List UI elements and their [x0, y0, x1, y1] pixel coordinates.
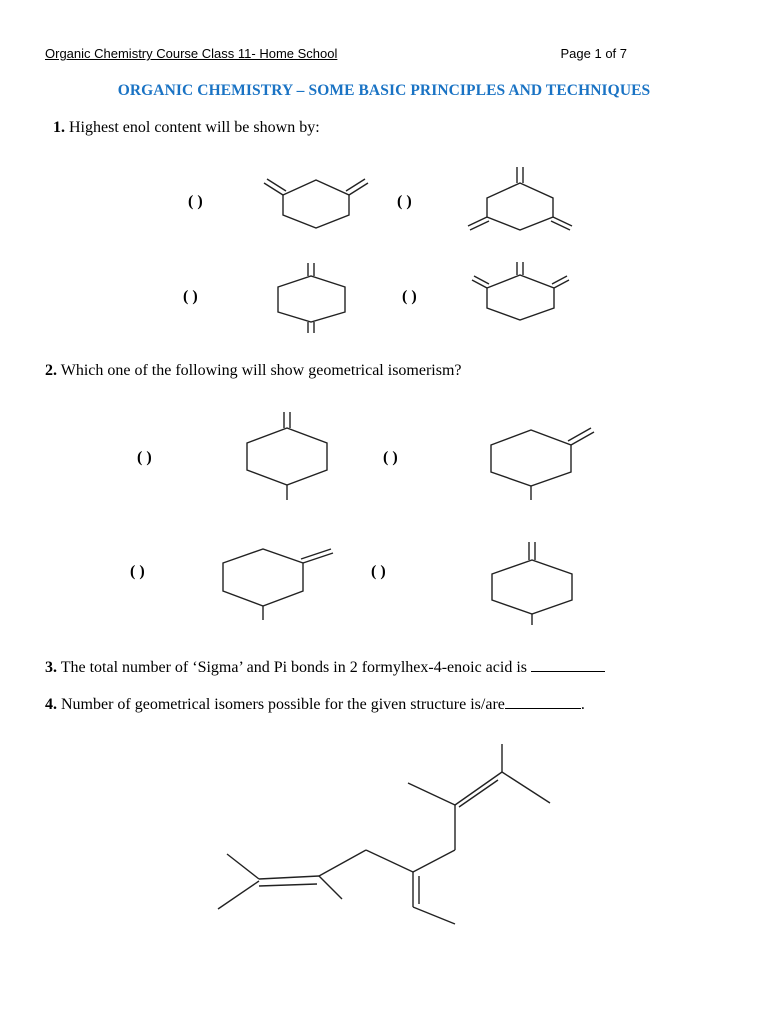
option-marker[interactable]: ( )	[383, 449, 398, 466]
option-marker[interactable]: ( )	[402, 288, 417, 305]
question-text: The total number of ‘Sigma’ and Pi bonds in 2 formylhex-4-enoic acid is	[60, 659, 527, 676]
option-marker[interactable]: ( )	[188, 193, 203, 210]
option-marker[interactable]: ( )	[137, 449, 152, 466]
option-marker[interactable]: ( )	[397, 193, 412, 210]
question-text: Number of geometrical isomers possible for the given structure is/are	[61, 696, 505, 713]
document-title: ORGANIC CHEMISTRY – SOME BASIC PRINCIPLES AND TECHNIQUES	[117, 82, 651, 99]
option-marker[interactable]: ( )	[130, 563, 145, 580]
option-marker[interactable]: ( )	[371, 563, 386, 580]
question-number: 2.	[45, 362, 57, 379]
question-number: 4.	[45, 696, 57, 713]
option-marker[interactable]: ( )	[183, 288, 198, 305]
question-text: Which one of the following will show geometrical isomerism?	[60, 362, 462, 379]
page-number: Page 1 of 7	[560, 46, 627, 61]
question-suffix: .	[580, 696, 585, 713]
question-number: 3.	[45, 659, 57, 676]
question-number: 1.	[53, 119, 65, 136]
question-text: Highest enol content will be shown by:	[69, 119, 320, 136]
course-title: Organic Chemistry Course Class 11- Home School	[45, 46, 338, 61]
